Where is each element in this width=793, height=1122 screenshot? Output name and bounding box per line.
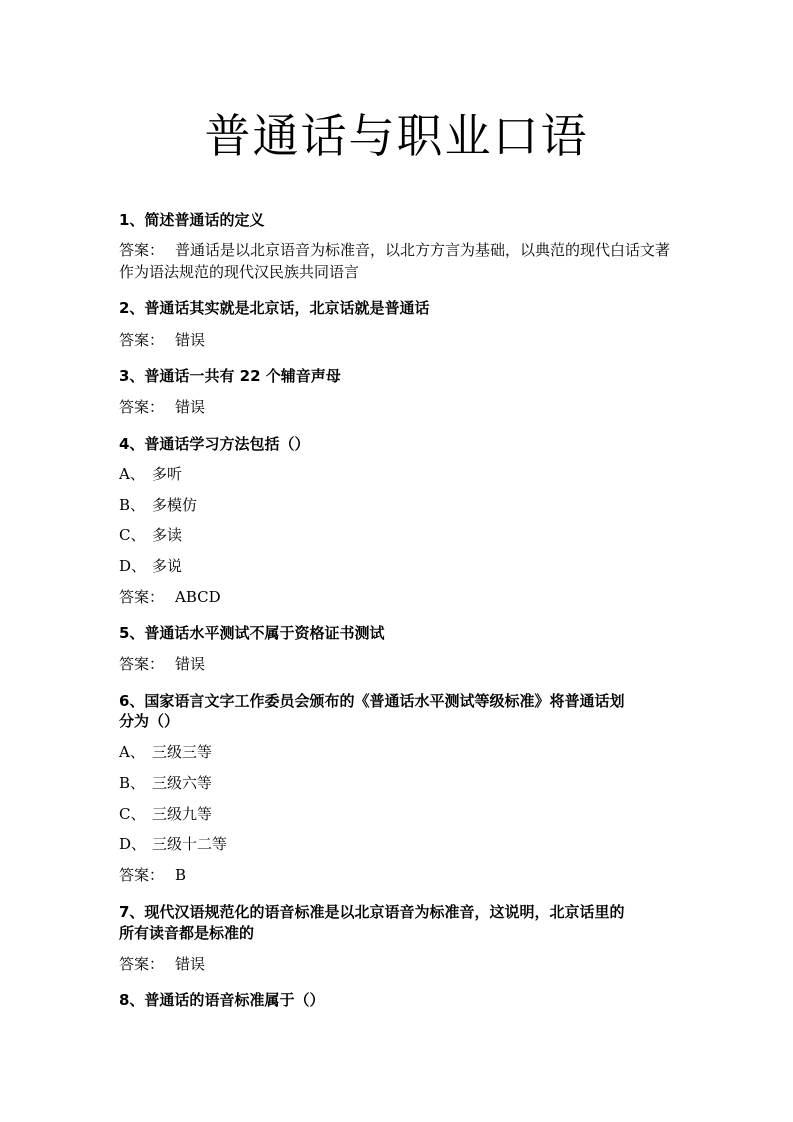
document-title: 普通话与职业口语 bbox=[204, 109, 589, 163]
option-text: 多模仿 bbox=[152, 496, 198, 514]
option-label: D、 bbox=[119, 557, 147, 575]
option-label: C、 bbox=[119, 526, 146, 544]
answer-label: 答案： bbox=[119, 241, 165, 259]
option-text: 三级六等 bbox=[152, 774, 213, 792]
option-label: B、 bbox=[119, 774, 146, 792]
option-label: A、 bbox=[119, 743, 145, 761]
option-label: A、 bbox=[119, 465, 145, 483]
question-1: 1、简述普通话的定义 bbox=[119, 211, 265, 229]
question-5: 5、普通话水平测试不属于资格证书测试 bbox=[119, 624, 385, 642]
question-8: 8、普通话的语音标准属于（） bbox=[119, 991, 325, 1009]
option-text: 多读 bbox=[152, 526, 183, 544]
answer-text: 普通话是以北京语音为标准音，以北方方言为基础，以典范的现代白话文著作为语法规范的现代汉民族共同语言 bbox=[119, 241, 671, 281]
option-4c bbox=[119, 524, 679, 546]
question-3: 3、普通话一共有 22 个辅音声母 bbox=[119, 367, 341, 385]
answer-text: 错误 bbox=[175, 655, 206, 673]
option-label: C、 bbox=[119, 805, 146, 823]
option-text: 多听 bbox=[152, 465, 183, 483]
question-4: 4、普通话学习方法包括（） bbox=[119, 435, 310, 453]
answer-label: 答案： bbox=[119, 955, 165, 973]
answer-4 bbox=[119, 586, 679, 608]
option-text: 多说 bbox=[152, 557, 183, 575]
question-7-line-1: 7、现代汉语规范化的语音标准是以北京语音为标准音，这说明，北京话里的 bbox=[119, 903, 625, 921]
answer-2 bbox=[119, 329, 679, 351]
answer-text: 错误 bbox=[175, 331, 206, 349]
option-4d bbox=[119, 555, 679, 577]
question-6-line-2: 分为（） bbox=[119, 712, 180, 730]
question-7-line-2: 所有读音都是标准的 bbox=[119, 924, 255, 942]
option-4b bbox=[119, 494, 679, 516]
question-6-line-1: 6、国家语言文字工作委员会颁布的《普通话水平测试等级标准》将普通话划 bbox=[119, 692, 625, 710]
option-4a bbox=[119, 463, 679, 485]
option-text: 三级九等 bbox=[152, 805, 213, 823]
answer-label: 答案： bbox=[119, 331, 165, 349]
answer-6 bbox=[119, 864, 679, 886]
answer-text: 错误 bbox=[175, 955, 206, 973]
answer-label: 答案： bbox=[119, 866, 165, 884]
answer-label: 答案： bbox=[119, 655, 165, 673]
option-6c bbox=[119, 803, 679, 825]
option-6a bbox=[119, 741, 679, 763]
question-2: 2、普通话其实就是北京话，北京话就是普通话 bbox=[119, 299, 430, 317]
answer-3 bbox=[119, 396, 679, 418]
option-6d bbox=[119, 833, 679, 855]
answer-7 bbox=[119, 953, 679, 975]
answer-label: 答案： bbox=[119, 398, 165, 416]
answer-text: 错误 bbox=[175, 398, 206, 416]
answer-text: B bbox=[175, 866, 187, 884]
option-text: 三级十二等 bbox=[152, 835, 228, 853]
answer-label: 答案： bbox=[119, 588, 165, 606]
answer-text: ABCD bbox=[175, 588, 221, 606]
answer-5 bbox=[119, 653, 679, 675]
option-6b bbox=[119, 772, 679, 794]
option-label: D、 bbox=[119, 835, 147, 853]
answer-1 bbox=[119, 239, 679, 283]
option-label: B、 bbox=[119, 496, 146, 514]
option-text: 三级三等 bbox=[152, 743, 213, 761]
